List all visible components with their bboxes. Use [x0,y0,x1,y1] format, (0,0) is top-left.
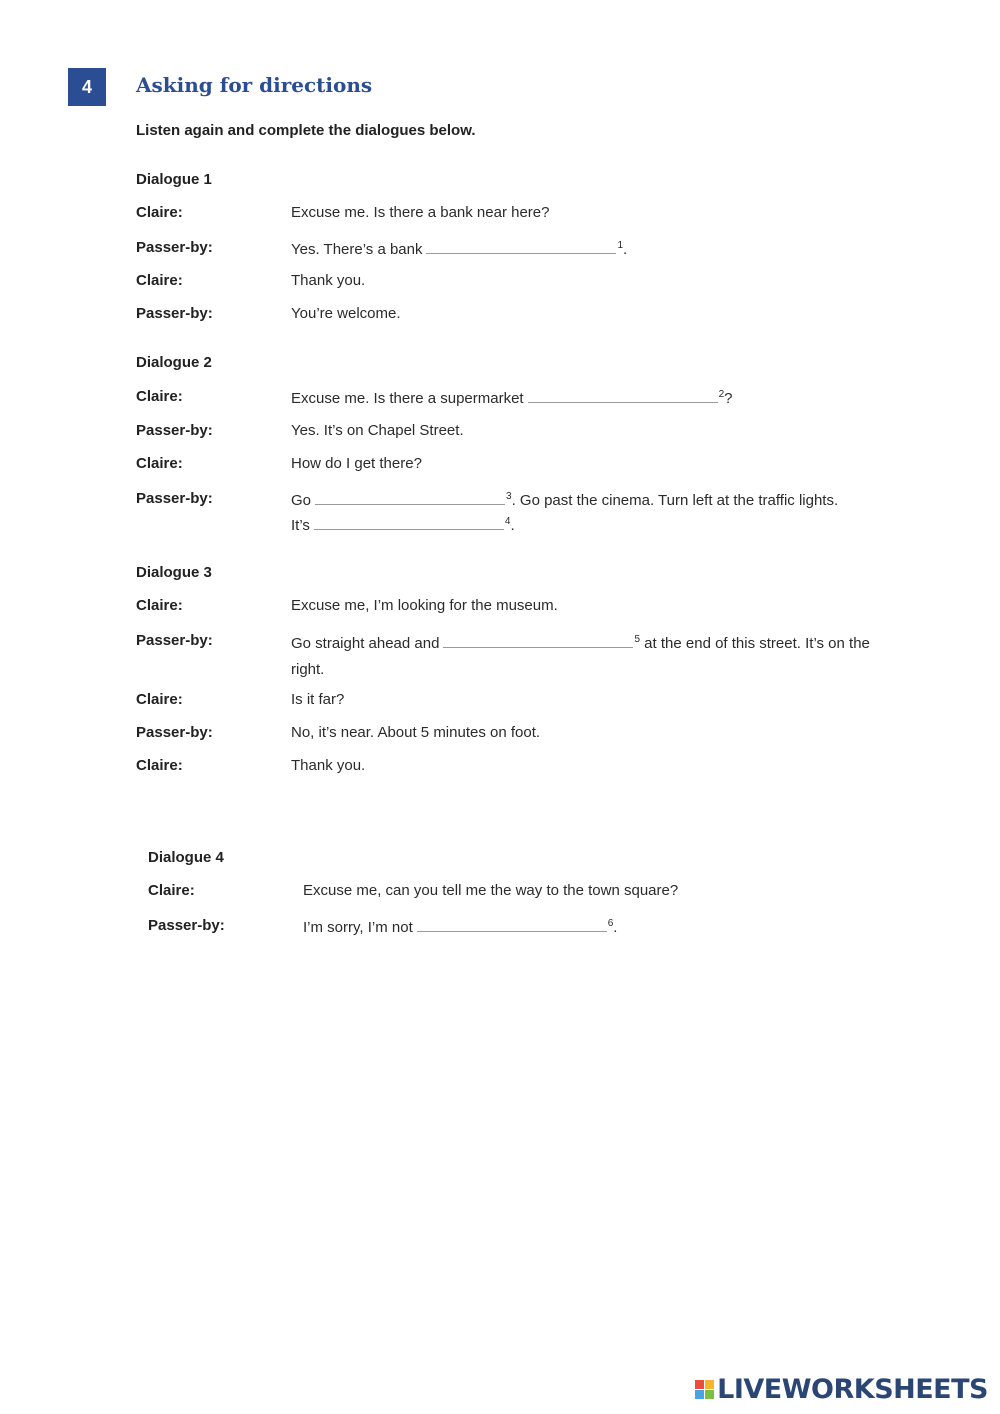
speaker-label: Passer-by: [148,917,225,934]
speaker-label: Passer-by: [136,490,213,507]
logo-square [705,1380,714,1389]
dialogue-line: You’re welcome. [291,305,401,322]
dialogue-line [291,627,876,683]
dialogue-4-heading: Dialogue 4 [148,849,224,866]
dialogue-line [303,917,617,936]
answer-blank-4[interactable] [314,515,504,530]
dialogue-line: Yes. It’s on Chapel Street. [291,422,464,439]
instruction: Listen again and complete the dialogues below. [136,122,476,139]
answer-blank-5[interactable] [443,633,633,648]
exercise-number: 4 [68,68,106,106]
line-text: . [613,919,618,936]
speaker-label: Claire: [136,455,183,472]
dialogue-line: How do I get there? [291,455,422,472]
answer-blank-2[interactable] [528,388,718,403]
dialogue-3-heading: Dialogue 3 [136,564,212,581]
exercise-title: Asking for directions [136,73,373,97]
dialogue-line: Thank you. [291,272,366,289]
logo-text: LIVEWORKSHEETS [717,1373,988,1405]
gap-number: 4 [504,516,511,527]
speaker-label: Passer-by: [136,724,213,741]
answer-blank-6[interactable] [417,917,607,932]
line-text: Go [291,492,312,509]
speaker-label: Passer-by: [136,632,213,649]
dialogue-1-heading: Dialogue 1 [136,171,212,188]
answer-blank-3[interactable] [315,490,505,505]
speaker-label: Claire: [136,691,183,708]
speaker-label: Claire: [136,272,183,289]
gap-number: 2 [718,389,725,400]
dialogue-line [291,388,733,407]
line-text: It’s [291,517,310,534]
speaker-label: Passer-by: [136,422,213,439]
speaker-label: Passer-by: [136,305,213,322]
gap-number: 6 [607,918,614,929]
dialogue-line: Excuse me. Is there a bank near here? [291,204,550,221]
answer-blank-1[interactable] [426,239,616,254]
logo-square [695,1380,704,1389]
speaker-label: Claire: [136,757,183,774]
speaker-label: Claire: [136,388,183,405]
line-text: Yes. There’s a bank [291,241,423,258]
dialogue-line: Is it far? [291,691,345,708]
speaker-label: Claire: [136,204,183,221]
line-text: . Go past the cinema. Turn left at the traffic lights. [511,492,839,509]
dialogue-line-continued [291,515,515,534]
dialogue-2-heading: Dialogue 2 [136,354,212,371]
line-text: . [510,517,515,534]
dialogue-line: No, it’s near. About 5 minutes on foot. [291,724,541,741]
line-text: Go straight ahead and [291,635,440,652]
liveworksheets-logo [695,1374,988,1404]
speaker-label: Passer-by: [136,239,213,256]
line-text: at the end of this street. It’s on the right. [291,635,870,678]
line-text: I’m sorry, I’m not [303,919,413,936]
dialogue-line [291,490,838,509]
gap-number: 1 [617,240,624,251]
line-text: Excuse me. Is there a supermarket [291,390,524,407]
dialogue-line: Thank you. [291,757,366,774]
dialogue-line: Excuse me, can you tell me the way to the town square? [303,882,679,899]
line-text: ? [724,390,733,407]
logo-grid-icon [695,1380,714,1399]
logo-square [695,1390,704,1399]
logo-square [705,1390,714,1399]
dialogue-line [291,239,627,258]
line-text: . [623,241,628,258]
dialogue-line: Excuse me, I’m looking for the museum. [291,597,558,614]
speaker-label: Claire: [148,882,195,899]
speaker-label: Claire: [136,597,183,614]
gap-number: 3 [506,491,512,502]
gap-number: 5 [634,634,641,645]
